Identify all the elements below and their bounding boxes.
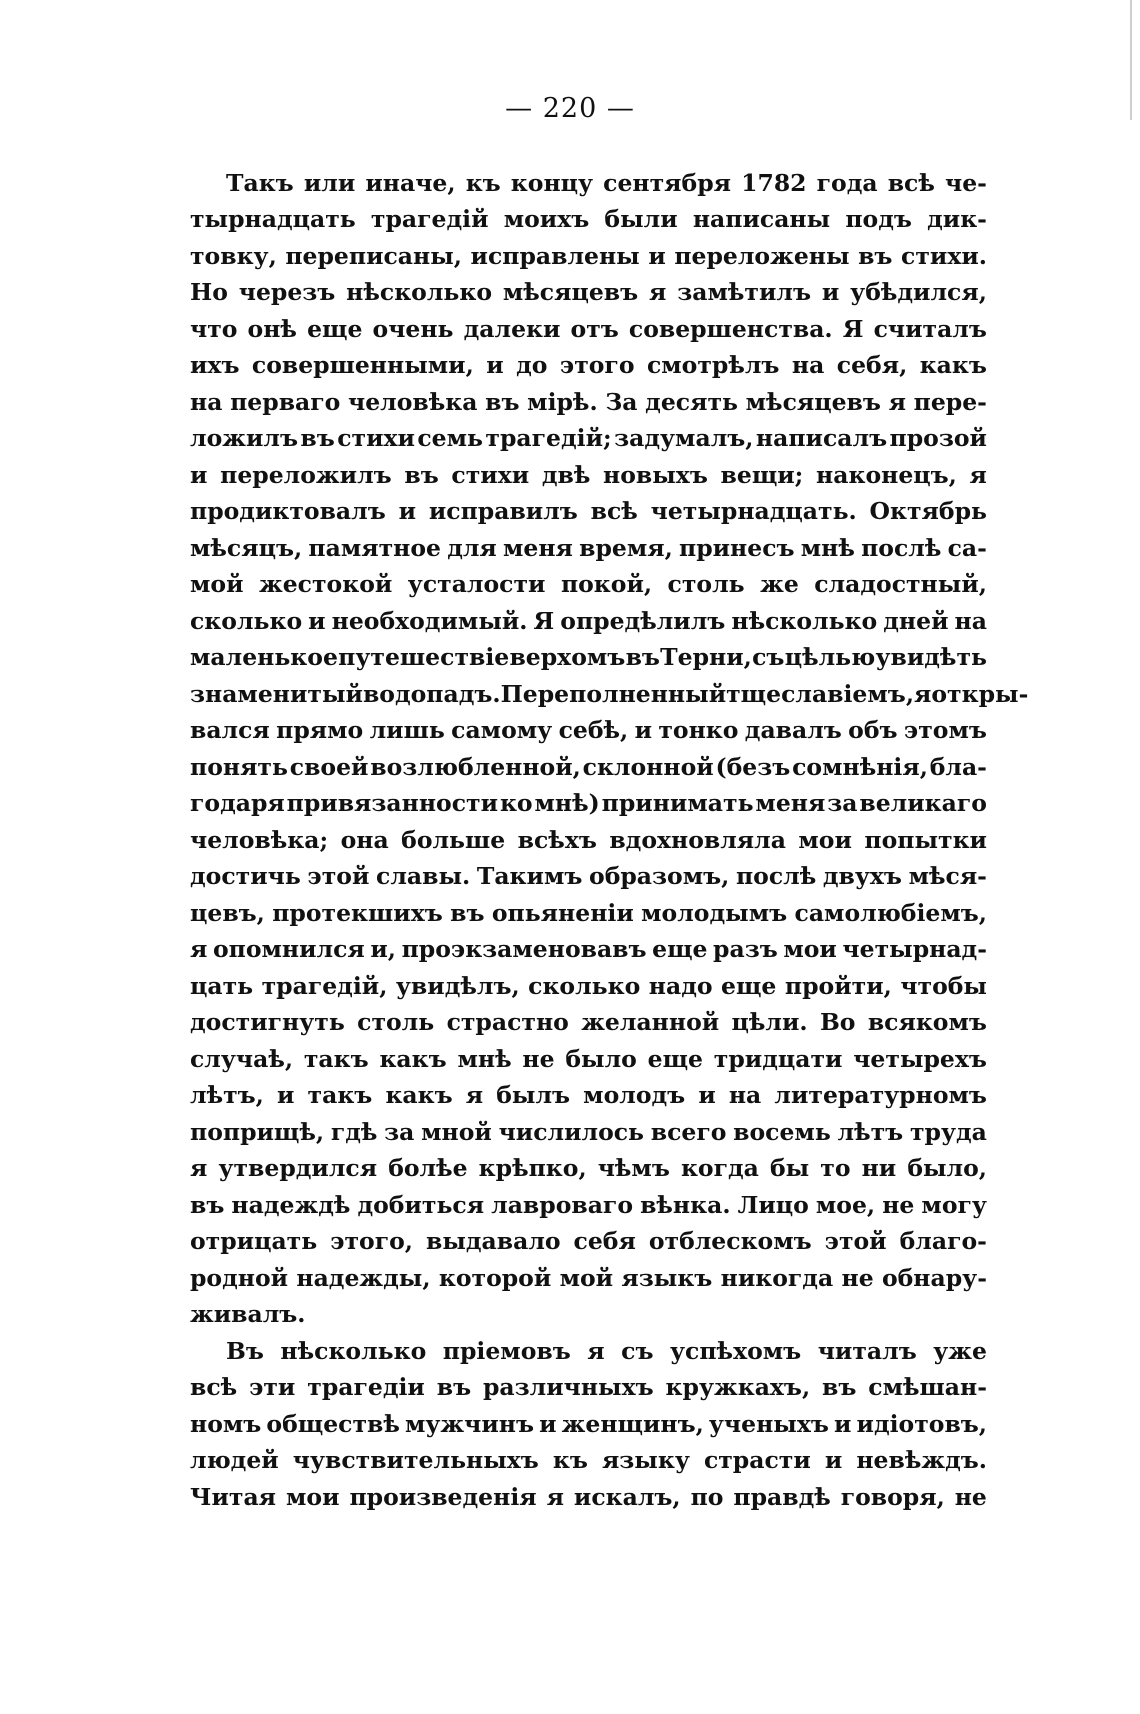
text-line: знаменитый водопадъ. Переполненный тщеславіемъ, я откры- — [190, 679, 1029, 708]
text-line: вался прямо лишь самому себѣ, и тонко давалъ объ этомъ — [190, 716, 987, 744]
text-line: Въ нѣсколько пріемовъ я съ успѣхомъ читалъ уже — [226, 1336, 987, 1365]
text-line: тырнадцать трагедій моихъ были написаны подъ дик- — [190, 205, 987, 233]
text-line: маленькое путешествіе верхомъ въ Терни, съ цѣлью увидѣть — [190, 643, 987, 671]
text-line: я опомнился и, проэкзаменовавъ еще разъ мои четырнад- — [190, 935, 987, 963]
text-line: годаря привязанности ко мнѣ) принимать меня за великаго — [190, 789, 987, 817]
text-line: цать трагедій, увидѣлъ, сколько надо еще пройти, чтобы — [190, 971, 987, 1000]
text-line: понять своей возлюбленной, склонной (безъ сомнѣнія, бла- — [190, 752, 987, 781]
text-line: живалъ. — [190, 1300, 306, 1328]
text-line: поприщѣ, гдѣ за мной числилось всего восемь лѣтъ труда — [190, 1117, 987, 1146]
text-line: людей чувствительныхъ къ языку страсти и невѣждъ. — [190, 1446, 987, 1474]
text-line: ложилъ въ стихи семь трагедій; задумалъ, написалъ прозой — [190, 424, 987, 452]
text-line: номъ обществѣ мужчинъ и женщинъ, ученыхъ и идіотовъ, — [190, 1409, 987, 1438]
text-line: Такъ или иначе, къ концу сентября 1782 года всѣ че- — [226, 168, 987, 197]
page-number: — 220 — — [505, 93, 635, 124]
text-line: что онѣ еще очень далеки отъ совершенства. Я считалъ — [190, 314, 987, 343]
text-line: родной надежды, которой мой языкъ никогда не обнару- — [190, 1263, 987, 1292]
text-line: лѣтъ, и такъ какъ я былъ молодъ и на литературномъ — [190, 1081, 987, 1109]
body-text — [190, 160, 1029, 1511]
text-line: Читая мои произведенія я искалъ, по правдѣ говоря, не — [190, 1482, 987, 1511]
text-line: въ надеждѣ добиться лавроваго вѣнка. Лицо мое, не могу — [190, 1190, 987, 1219]
text-line: мѣсяцъ, памятное для меня время, принесъ мнѣ послѣ са- — [190, 533, 987, 562]
text-line: сколько и необходимый. Я опредѣлилъ нѣсколько дней на — [190, 606, 987, 635]
text-line: достичь этой славы. Такимъ образомъ, послѣ двухъ мѣся- — [190, 862, 987, 890]
text-line: случаѣ, такъ какъ мнѣ не было еще тридцати четырехъ — [190, 1044, 987, 1073]
text-line: человѣка; она больше всѣхъ вдохновляла мои попытки — [190, 825, 987, 854]
text-line: на перваго человѣка въ мірѣ. За десять мѣсяцевъ я пере- — [190, 387, 987, 416]
text-line: ихъ совершенными, и до этого смотрѣлъ на себя, какъ — [190, 351, 987, 379]
text-line: достигнуть столь страстно желанной цѣли. Во всякомъ — [190, 1008, 987, 1036]
text-line: продиктовалъ и исправилъ всѣ четырнадцать. Октябрь — [190, 497, 987, 525]
text-line: цевъ, протекшихъ въ опьяненіи молодымъ самолюбіемъ, — [190, 898, 987, 927]
text-line: мой жестокой усталости покой, столь же сладостный, — [190, 570, 987, 598]
text-line: и переложилъ въ стихи двѣ новыхъ вещи; наконецъ, я — [190, 460, 987, 489]
text-line: Но черезъ нѣсколько мѣсяцевъ я замѣтилъ и убѣдился, — [190, 278, 987, 306]
text-line: я утвердился болѣе крѣпко, чѣмъ когда бы то ни было, — [190, 1154, 987, 1182]
text-line: отрицать этого, выдавало себя отблескомъ этой благо- — [190, 1227, 987, 1255]
text-line: всѣ эти трагедіи въ различныхъ кружкахъ, въ смѣшан- — [190, 1373, 987, 1401]
text-line: товку, переписаны, исправлены и переложены въ стихи. — [190, 241, 987, 270]
